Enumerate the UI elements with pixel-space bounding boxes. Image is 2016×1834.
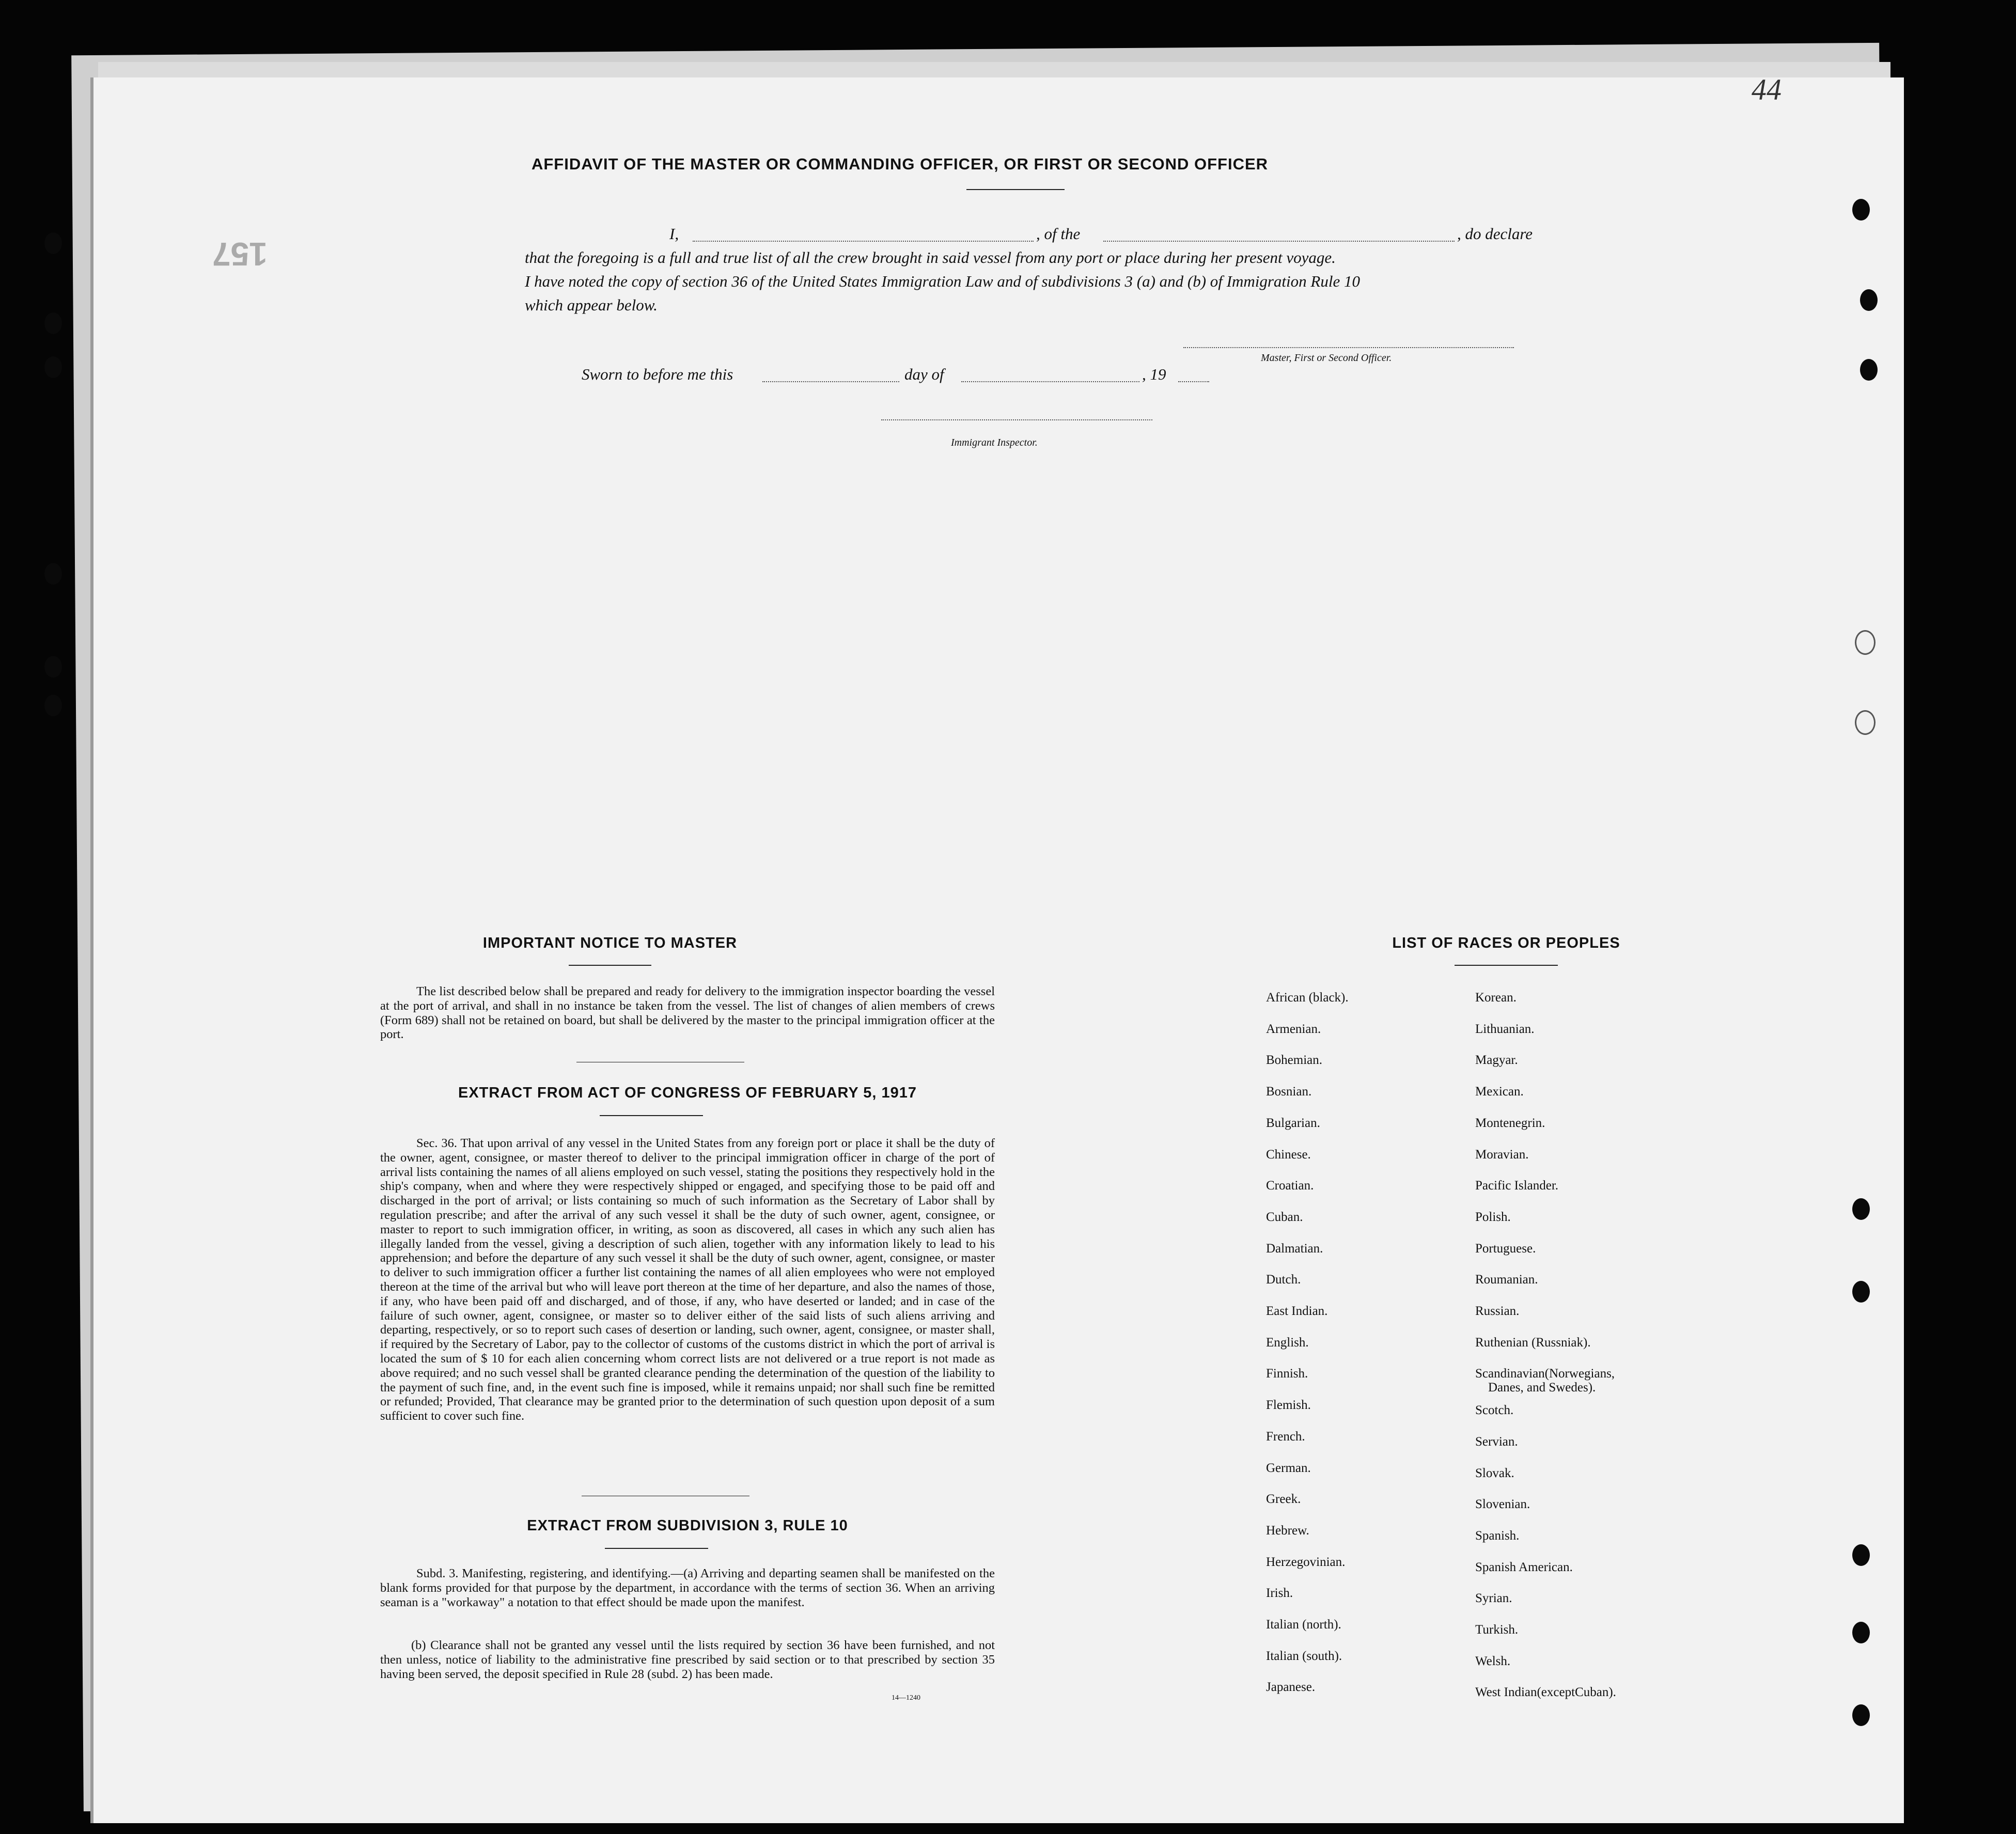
act-title: EXTRACT FROM ACT OF CONGRESS OF FEBRUARY 5, 1917 (458, 1085, 917, 1101)
name-field[interactable] (693, 241, 1034, 242)
master-caption: Master, First or Second Officer. (1261, 352, 1392, 364)
punch-hole (1855, 710, 1876, 735)
bleed-through-text (341, 460, 345, 477)
race-item: Bosnian. (1266, 1085, 1312, 1099)
race-item: West Indian(exceptCuban). (1475, 1685, 1616, 1700)
inspector-signature-line[interactable] (881, 419, 1152, 420)
race-item: Italian (south). (1266, 1649, 1342, 1663)
race-item: Polish. (1475, 1210, 1511, 1224)
race-item: Roumanian. (1475, 1273, 1538, 1287)
race-item: Italian (north). (1266, 1618, 1341, 1632)
race-item: Danes, and Swedes). (1488, 1381, 1596, 1395)
race-item: Montenegrin. (1475, 1116, 1545, 1130)
race-item: Slovenian. (1475, 1497, 1530, 1512)
race-item: Russian. (1475, 1304, 1520, 1318)
day-of-label: day of (904, 365, 944, 383)
punch-hole (1852, 1281, 1870, 1303)
form-number: 14—1240 (892, 1694, 920, 1702)
punch-hole (44, 312, 62, 334)
race-item: East Indian. (1266, 1304, 1328, 1318)
races-title: LIST OF RACES OR PEOPLES (1392, 935, 1620, 951)
race-item: Moravian. (1475, 1147, 1529, 1162)
rule-para-b: (b) Clearance shall not be granted any vessel until the lists required by section 36 have been furnished, and not then unless, notice of liability to the administrative fine prescribed by said section or to that prescribed by section 35 having been served, the deposit specified in Rule 28 (subd. 2) has been made. (380, 1638, 995, 1681)
race-item: Hebrew. (1266, 1523, 1309, 1538)
rule-title: EXTRACT FROM SUBDIVISION 3, RULE 10 (527, 1517, 848, 1534)
punch-hole (44, 695, 62, 716)
race-item: Herzegovinian. (1266, 1555, 1346, 1569)
race-item: Portuguese. (1475, 1241, 1536, 1256)
race-item: French. (1266, 1429, 1305, 1444)
race-item: Bohemian. (1266, 1053, 1323, 1068)
race-item: Finnish. (1266, 1367, 1308, 1381)
race-item: Scandinavian(Norwegians, (1475, 1367, 1615, 1381)
sworn-label: Sworn to before me this (582, 365, 733, 383)
affidavit-title-rule (966, 189, 1065, 190)
corner-number: 44 (1752, 73, 1781, 106)
punch-hole (1860, 289, 1878, 311)
punch-hole (1852, 1544, 1870, 1566)
race-item: Turkish. (1475, 1623, 1519, 1637)
notice-title: IMPORTANT NOTICE TO MASTER (482, 935, 738, 951)
punch-hole (44, 232, 62, 254)
i-label: I, (669, 225, 679, 243)
race-item: Spanish American. (1475, 1560, 1573, 1574)
master-signature-line[interactable] (1183, 347, 1514, 348)
race-item: Croatian. (1266, 1179, 1314, 1193)
act-text: Sec. 36. That upon arrival of any vessel in the United States from any foreign port or place it shall be the duty of the owner, agent, consignee, or master thereof to deliver to the principal immigration officer in charge of the port of arrival lists containing the names of all aliens employed on such vessel, stating the positions they respectively hold in the ship's company, when and where they were respectively shipped or engaged, and specifying those to be paid off and discharged in the port of arrival; or lists containing so much of such information as the Secretary of Labor shall by regulation prescribe; and after the arrival of any such vessel it shall be the duty of such owner, agent, consignee, or master to report to such immigration officer, in writing, as soon as discovered, all cases in which any such alien has illegally landed from the vessel, giving a description of such alien, together with any information likely to lead to his apprehension; and before the departure of any such vessel it shall be the duty of such owner, agent, consignee, or master to deliver to such immigration officer a further list containing the names of all alien employees who were not employed thereon at the time of the arrival but who will leave port thereon at the time of her departure, and also the names of those, if any, who have been paid off and discharged, and of those, if any, who have deserted or landed; and in case of the failure of such owner, agent, consignee, or master so to deliver either of the said lists of such aliens arriving and departing, respectively, or so to report such cases of desertion or landing, such owner, agent, consignee, or master shall, if required by the Secretary of Labor, pay to the collector of customs of the customs district in which the port of arrival is located the sum of $ 10 for each alien concerning whom correct lists are not delivered or a true report is not made as above required; and no such vessel shall be granted clearance pending the determination of the question of the liability to the payment of such fine, and, in the event such fine is imposed, while it remains unpaid; nor shall such fine be remitted or refunded; Provided, That clearance may be granted prior to the determination of such question upon deposit of a sum sufficient to cover such fine. (380, 1136, 995, 1423)
punch-hole (1852, 1198, 1870, 1220)
race-item: Greek. (1266, 1492, 1301, 1507)
affidavit-title: AFFIDAVIT OF THE MASTER OR COMMANDING OFFICER, OR FIRST OR SECOND OFFICER (531, 155, 1269, 173)
punch-hole (1860, 359, 1878, 381)
affidavit-line-2: that the foregoing is a full and true list of all the crew brought in said vessel from any port or place during her present voyage. (525, 248, 1336, 267)
race-item: Dalmatian. (1266, 1241, 1323, 1256)
race-item: Bulgarian. (1266, 1116, 1320, 1130)
rule-title-rule (605, 1548, 708, 1549)
sworn-day-field[interactable] (762, 381, 899, 382)
race-item: Lithuanian. (1475, 1022, 1535, 1036)
affidavit-line-1 (525, 222, 1630, 246)
affidavit-line-3: I have noted the copy of section 36 of the United States Immigration Law and of subdivisions 3 (a) and (b) of Immigration Rule 10 (525, 272, 1360, 290)
vessel-field[interactable] (1103, 241, 1455, 242)
race-item: Korean. (1475, 991, 1517, 1005)
race-item: Irish. (1266, 1586, 1293, 1601)
affidavit-line-4: which appear below. (525, 296, 658, 314)
race-item: Mexican. (1475, 1085, 1524, 1099)
of-the-label: , of the (1036, 225, 1081, 243)
race-item: Pacific Islander. (1475, 1179, 1559, 1193)
race-item: Scotch. (1475, 1403, 1514, 1418)
notice-title-rule (569, 965, 651, 966)
inspector-caption: Immigrant Inspector. (951, 437, 1038, 448)
punch-hole (1852, 1704, 1870, 1726)
punch-hole (1852, 1622, 1870, 1643)
race-item: Syrian. (1475, 1591, 1512, 1606)
race-item: African (black). (1266, 991, 1349, 1005)
sworn-line (582, 363, 1305, 386)
race-item: Slovak. (1475, 1466, 1514, 1480)
stamped-number: 157 (212, 236, 268, 273)
race-item: English. (1266, 1335, 1309, 1350)
race-item: Flemish. (1266, 1398, 1311, 1413)
punch-hole (44, 563, 62, 585)
manifest-page (90, 73, 1904, 1823)
race-item: Spanish. (1475, 1528, 1520, 1543)
race-item: German. (1266, 1461, 1311, 1475)
notice-text: The list described below shall be prepared and ready for delivery to the immigration inspector boarding the vessel at the port of arrival, and shall in no instance be taken from the vessel. The list of changes of alien members of crews (Form 689) shall not be retained on board, but shall be delivered by the master to the principal immigration officer at the port. (380, 984, 995, 1042)
punch-hole (1852, 199, 1870, 221)
punch-hole (44, 356, 62, 378)
race-item: Magyar. (1475, 1053, 1518, 1068)
race-item: Cuban. (1266, 1210, 1303, 1224)
races-title-rule (1455, 965, 1558, 966)
race-item: Dutch. (1266, 1273, 1301, 1287)
punch-hole (44, 656, 62, 678)
sworn-month-field[interactable] (961, 381, 1139, 382)
year-label: , 19 (1142, 365, 1166, 383)
race-item: Servian. (1475, 1434, 1518, 1449)
act-title-rule (600, 1115, 703, 1116)
race-item: Chinese. (1266, 1147, 1311, 1162)
race-item: Welsh. (1475, 1654, 1511, 1668)
sworn-year-field[interactable] (1178, 381, 1209, 382)
do-declare-label: , do declare (1457, 225, 1533, 243)
race-item: Ruthenian (Russniak). (1475, 1335, 1591, 1350)
race-item: Armenian. (1266, 1022, 1321, 1036)
rule-para-a: Subd. 3. Manifesting, registering, and identifying.—(a) Arriving and departing seamen shall be manifested on the blank forms provided for that purpose by the department, in accordance with the terms of section 36. When an arriving seaman is a "workaway" a notation to that effect should be made upon the manifest. (380, 1566, 995, 1609)
race-item: Japanese. (1266, 1680, 1316, 1695)
punch-hole (1855, 630, 1876, 655)
